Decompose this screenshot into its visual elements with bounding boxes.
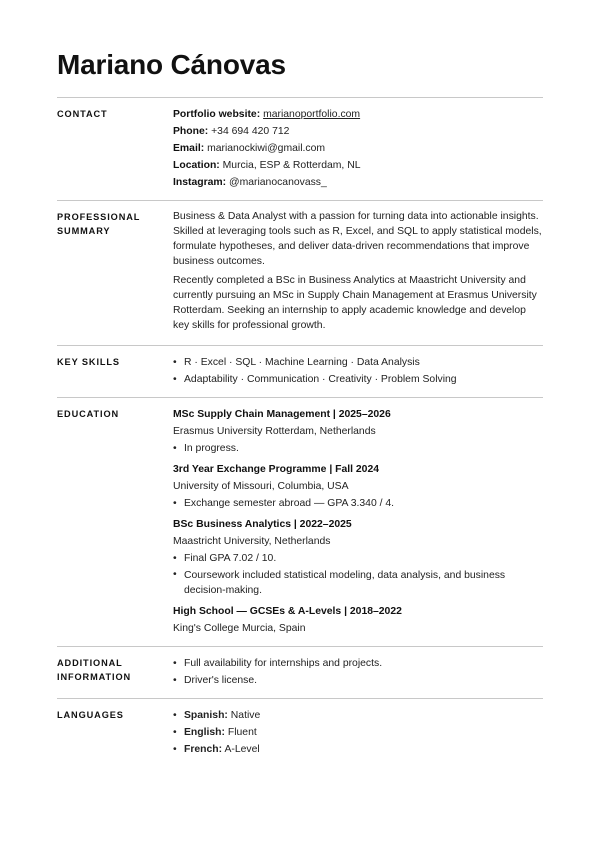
skills-section xyxy=(57,345,543,397)
summary-label-line2: SUMMARY xyxy=(57,226,111,236)
email-line xyxy=(173,140,543,157)
language-name: English: xyxy=(184,727,225,738)
instagram-value: @marianocanovass_ xyxy=(229,177,327,188)
education-entry xyxy=(173,406,543,457)
education-bullet: • Coursework included statistical modeling, data analysis, and business decision-making. xyxy=(173,567,543,599)
location-label: Location: xyxy=(173,160,220,171)
language-name: Spanish: xyxy=(184,710,228,721)
education-school: University of Missouri, Columbia, USA xyxy=(173,481,349,492)
summary-paragraph-2: Recently completed a BSc in Business Analytics at Maastricht University and currently pursuing an MSc in Supply Chain Management at Erasmus University Rotterdam. Seeking an internship to apply academic knowledge and develop key skills for professional growth. xyxy=(173,275,537,331)
email-value: marianockiwi@gmail.com xyxy=(207,143,326,154)
summary-body xyxy=(173,209,543,333)
education-bullets xyxy=(173,550,543,599)
contact-label: CONTACT xyxy=(57,109,108,119)
languages-section xyxy=(57,698,543,767)
education-school: King's College Murcia, Spain xyxy=(173,623,306,634)
additional-body xyxy=(173,655,543,689)
summary-label xyxy=(57,209,173,333)
education-bullet: • In progress. xyxy=(173,440,543,457)
additional-label xyxy=(57,655,173,689)
languages-body xyxy=(173,707,543,758)
language-item xyxy=(173,741,543,758)
skills-label: KEY SKILLS xyxy=(57,357,120,367)
additional-label-line1: ADDITIONAL xyxy=(57,658,123,668)
language-name: French: xyxy=(184,744,223,755)
skills-technical: • R · Excel · SQL · Machine Learning · Data Analysis xyxy=(173,354,543,371)
education-entry xyxy=(173,461,543,512)
portfolio-label: Portfolio website: xyxy=(173,109,261,120)
phone-value: +34 694 420 712 xyxy=(211,126,290,137)
location-line xyxy=(173,157,543,174)
contact-body xyxy=(173,106,543,191)
skills-list xyxy=(173,354,543,388)
portfolio-line xyxy=(173,106,543,123)
education-bullets xyxy=(173,495,543,512)
education-title: BSc Business Analytics | 2022–2025 xyxy=(173,519,352,530)
portfolio-link[interactable]: marianoportfolio.com xyxy=(263,109,361,120)
education-label: EDUCATION xyxy=(57,409,120,419)
phone-label: Phone: xyxy=(173,126,209,137)
resume-sections xyxy=(57,97,543,767)
contact-section xyxy=(57,97,543,200)
education-bullet: • Exchange semester abroad — GPA 3.340 / 4. xyxy=(173,495,543,512)
additional-bullet: • Full availability for internships and projects. xyxy=(173,655,543,672)
education-bullet: • Final GPA 7.02 / 10. xyxy=(173,550,543,567)
education-title: MSc Supply Chain Management | 2025–2026 xyxy=(173,409,391,420)
education-title: High School — GCSEs & A-Levels | 2018–2022 xyxy=(173,606,402,617)
education-school: Maastricht University, Netherlands xyxy=(173,536,331,547)
language-level: A-Level xyxy=(224,744,260,755)
additional-label-line2: INFORMATION xyxy=(57,672,132,682)
languages-list xyxy=(173,707,543,758)
education-school: Erasmus University Rotterdam, Netherlands xyxy=(173,426,376,437)
summary-paragraph-1: Business & Data Analyst with a passion for turning data into actionable insights. Skilled at leveraging tools such as R, Excel, and SQL to apply statistical models, formulate hypotheses, and deliver data-driven recommendations that improve business outcomes. xyxy=(173,211,542,267)
language-level: Fluent xyxy=(227,727,257,738)
additional-bullet: • Driver's license. xyxy=(173,672,543,689)
additional-list xyxy=(173,655,543,689)
education-bullets xyxy=(173,440,543,457)
instagram-line xyxy=(173,174,543,191)
location-value: Murcia, ESP & Rotterdam, NL xyxy=(222,160,361,171)
summary-section xyxy=(57,200,543,345)
additional-section xyxy=(57,646,543,698)
education-body xyxy=(173,406,543,637)
summary-label-line1: PROFESSIONAL xyxy=(57,212,141,222)
education-section xyxy=(57,397,543,646)
candidate-name: Mariano Cánovas xyxy=(57,49,286,80)
education-entry xyxy=(173,516,543,599)
language-item xyxy=(173,707,543,724)
instagram-label: Instagram: xyxy=(173,177,227,188)
language-item xyxy=(173,724,543,741)
skills-soft: • Adaptability · Communication · Creativity · Problem Solving xyxy=(173,371,543,388)
skills-body xyxy=(173,354,543,388)
education-title: 3rd Year Exchange Programme | Fall 2024 xyxy=(173,464,380,475)
language-level: Native xyxy=(230,710,261,721)
email-label: Email: xyxy=(173,143,205,154)
languages-label: LANGUAGES xyxy=(57,710,124,720)
phone-line xyxy=(173,123,543,140)
education-entry xyxy=(173,603,543,637)
